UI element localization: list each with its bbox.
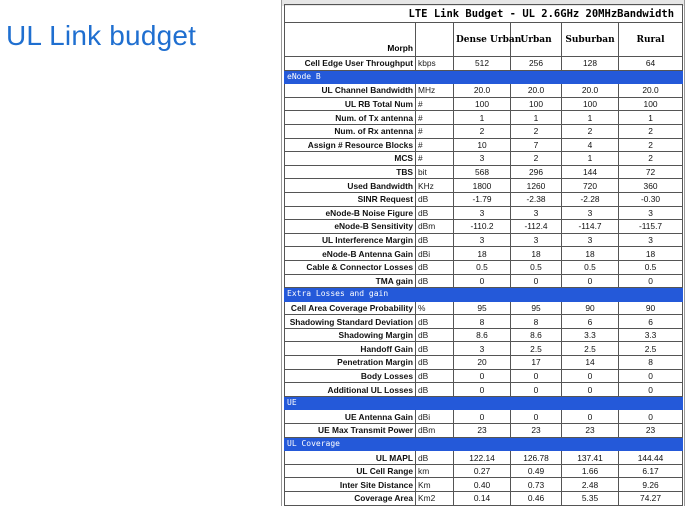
row-value: 0	[454, 383, 511, 397]
row-unit: #	[416, 138, 454, 152]
row-value: 0	[562, 383, 619, 397]
table-row	[285, 124, 683, 138]
row-value: 2.5	[619, 342, 683, 356]
row-value: 0.5	[454, 260, 511, 274]
table-row	[285, 478, 683, 492]
row-value: 0	[619, 369, 683, 383]
row-label: Cable & Connector Losses	[285, 260, 416, 274]
row-label: UL Cell Range	[285, 464, 416, 478]
row-value: -115.7	[619, 220, 683, 234]
row-unit: dB	[416, 233, 454, 247]
row-value: 100	[562, 97, 619, 111]
row-value: 0	[454, 369, 511, 383]
section-fill	[511, 70, 562, 84]
row-value: 0.49	[511, 464, 562, 478]
header-unit-blank	[416, 23, 454, 57]
row-label: eNode-B Antenna Gain	[285, 247, 416, 261]
table-row	[285, 138, 683, 152]
row-unit: km	[416, 464, 454, 478]
row-value: 18	[511, 247, 562, 261]
row-unit: %	[416, 301, 454, 315]
section-fill	[454, 288, 511, 302]
section-fill	[416, 396, 454, 410]
row-value: 5.35	[562, 492, 619, 506]
row-value: 0.5	[619, 260, 683, 274]
section-fill	[562, 437, 619, 451]
row-unit: #	[416, 124, 454, 138]
section-fill	[562, 288, 619, 302]
row-unit: KHz	[416, 179, 454, 193]
slide-title: UL Link budget	[6, 20, 197, 51]
table-row	[285, 356, 683, 370]
row-value: 2.5	[511, 342, 562, 356]
row-value: 360	[619, 179, 683, 193]
row-value: 2	[619, 152, 683, 166]
row-value: 0.27	[454, 464, 511, 478]
row-label: UL MAPL	[285, 451, 416, 465]
row-label: MCS	[285, 152, 416, 166]
row-label: Used Bandwidth	[285, 179, 416, 193]
row-label: TBS	[285, 165, 416, 179]
section-fill	[416, 70, 454, 84]
row-unit: dB	[416, 328, 454, 342]
row-value: 3	[454, 152, 511, 166]
table-row	[285, 84, 683, 98]
section-fill	[619, 288, 683, 302]
row-label: Assign # Resource Blocks	[285, 138, 416, 152]
section-fill	[511, 396, 562, 410]
row-label: Inter Site Distance	[285, 478, 416, 492]
table-row	[285, 192, 683, 206]
row-value: 0	[619, 274, 683, 288]
row-value: 144	[562, 165, 619, 179]
row-value: 0.40	[454, 478, 511, 492]
row-value: 1	[619, 111, 683, 125]
row-label: UL Interference Margin	[285, 233, 416, 247]
row-value: 1260	[511, 179, 562, 193]
row-value: 0.5	[511, 260, 562, 274]
link-budget-panel	[281, 0, 685, 506]
table-row	[285, 57, 683, 71]
row-value: -112.4	[511, 220, 562, 234]
row-value: 0.46	[511, 492, 562, 506]
row-value: 2	[511, 124, 562, 138]
row-unit: dB	[416, 451, 454, 465]
row-value: 0	[511, 369, 562, 383]
row-value: 8.6	[511, 328, 562, 342]
row-value: 9.26	[619, 478, 683, 492]
row-value: 0.5	[562, 260, 619, 274]
row-value: 14	[562, 356, 619, 370]
row-label: Penetration Margin	[285, 356, 416, 370]
row-label: Num. of Rx antenna	[285, 124, 416, 138]
row-value: 296	[511, 165, 562, 179]
row-unit: dBm	[416, 220, 454, 234]
row-unit: dBi	[416, 410, 454, 424]
row-unit: bit	[416, 165, 454, 179]
row-value: 0	[619, 410, 683, 424]
row-value: 0	[511, 410, 562, 424]
section-label: eNode B	[285, 70, 416, 84]
row-label: eNode-B Sensitivity	[285, 220, 416, 234]
row-label: UL RB Total Num	[285, 97, 416, 111]
row-value: 0	[511, 383, 562, 397]
row-value: 512	[454, 57, 511, 71]
row-unit: dB	[416, 356, 454, 370]
row-value: 100	[511, 97, 562, 111]
row-value: 6	[619, 315, 683, 329]
section-fill	[619, 396, 683, 410]
row-value: -2.28	[562, 192, 619, 206]
row-unit: dB	[416, 315, 454, 329]
section-row	[285, 288, 683, 302]
row-value: -110.2	[454, 220, 511, 234]
row-label: eNode-B Noise Figure	[285, 206, 416, 220]
section-fill	[454, 70, 511, 84]
row-value: 95	[511, 301, 562, 315]
table-row	[285, 451, 683, 465]
table-title: LTE Link Budget - UL 2.6GHz 20MHzBandwidth	[285, 5, 683, 23]
row-value: -1.79	[454, 192, 511, 206]
row-value: 3	[454, 233, 511, 247]
row-value: 3	[511, 233, 562, 247]
row-value: -2.38	[511, 192, 562, 206]
section-label: UL Coverage	[285, 437, 416, 451]
row-value: 8	[454, 315, 511, 329]
row-label: SINR Request	[285, 192, 416, 206]
row-value: 95	[454, 301, 511, 315]
header-col-urban: Urban	[511, 23, 562, 57]
row-value: -114.7	[562, 220, 619, 234]
row-value: 137.41	[562, 451, 619, 465]
section-label: Extra Losses and gain	[285, 288, 416, 302]
section-fill	[511, 288, 562, 302]
row-value: 23	[619, 424, 683, 438]
row-value: 2	[619, 124, 683, 138]
row-value: 144.44	[619, 451, 683, 465]
header-morph: Morph	[285, 23, 416, 57]
row-value: 0	[562, 369, 619, 383]
table-row	[285, 492, 683, 506]
row-value: 2.48	[562, 478, 619, 492]
table-row	[285, 383, 683, 397]
row-label: Num. of Tx antenna	[285, 111, 416, 125]
row-value: 122.14	[454, 451, 511, 465]
row-unit: Km2	[416, 492, 454, 506]
table-row	[285, 111, 683, 125]
row-value: 90	[619, 301, 683, 315]
row-unit: dBi	[416, 247, 454, 261]
section-fill	[562, 70, 619, 84]
row-value: 1	[454, 111, 511, 125]
row-unit: #	[416, 111, 454, 125]
section-row	[285, 437, 683, 451]
table-row	[285, 464, 683, 478]
row-label: Coverage Area	[285, 492, 416, 506]
row-value: 2	[619, 138, 683, 152]
row-unit: Km	[416, 478, 454, 492]
section-fill	[511, 437, 562, 451]
row-value: 90	[562, 301, 619, 315]
row-value: 3	[619, 206, 683, 220]
row-value: 100	[619, 97, 683, 111]
row-label: Cell Edge User Throughput	[285, 57, 416, 71]
row-label: UL Channel Bandwidth	[285, 84, 416, 98]
row-value: 3.3	[619, 328, 683, 342]
row-label: Handoff Gain	[285, 342, 416, 356]
table-row	[285, 152, 683, 166]
row-value: 1	[562, 111, 619, 125]
table-row	[285, 315, 683, 329]
row-unit: #	[416, 97, 454, 111]
row-value: 2	[454, 124, 511, 138]
row-label: Additional UL Losses	[285, 383, 416, 397]
row-value: 128	[562, 57, 619, 71]
row-label: TMA gain	[285, 274, 416, 288]
table-title-row	[285, 5, 683, 23]
table-row	[285, 274, 683, 288]
row-value: 20	[454, 356, 511, 370]
row-value: 6	[562, 315, 619, 329]
row-value: 20.0	[511, 84, 562, 98]
row-value: 20.0	[454, 84, 511, 98]
row-value: 7	[511, 138, 562, 152]
row-unit: dBm	[416, 424, 454, 438]
section-fill	[562, 396, 619, 410]
table-row	[285, 97, 683, 111]
section-fill	[416, 437, 454, 451]
table-row	[285, 424, 683, 438]
row-value: 20.0	[619, 84, 683, 98]
row-value: 8	[511, 315, 562, 329]
row-value: 0.14	[454, 492, 511, 506]
row-value: 3	[562, 233, 619, 247]
row-value: 1800	[454, 179, 511, 193]
row-value: 0.73	[511, 478, 562, 492]
row-value: 8	[619, 356, 683, 370]
header-row	[285, 23, 683, 57]
header-col-dense-urban: Dense Urban	[454, 23, 511, 57]
section-label: UE	[285, 396, 416, 410]
table-row	[285, 165, 683, 179]
row-value: 0	[454, 410, 511, 424]
section-fill	[416, 288, 454, 302]
row-unit: dB	[416, 369, 454, 383]
row-label: Shadowing Margin	[285, 328, 416, 342]
header-col-suburban: Suburban	[562, 23, 619, 57]
table-row	[285, 342, 683, 356]
table-body	[285, 5, 683, 506]
header-col-rural: Rural	[619, 23, 683, 57]
table-row	[285, 301, 683, 315]
row-label: Cell Area Coverage Probability	[285, 301, 416, 315]
row-label: UE Antenna Gain	[285, 410, 416, 424]
row-value: 2	[511, 152, 562, 166]
section-row	[285, 396, 683, 410]
table-row	[285, 247, 683, 261]
row-value: 720	[562, 179, 619, 193]
row-unit: dB	[416, 260, 454, 274]
row-value: 0	[562, 410, 619, 424]
table-row	[285, 410, 683, 424]
row-unit: kbps	[416, 57, 454, 71]
row-label: Shadowing Standard Deviation	[285, 315, 416, 329]
row-value: -0.30	[619, 192, 683, 206]
section-row	[285, 70, 683, 84]
row-value: 1.66	[562, 464, 619, 478]
row-value: 0	[454, 274, 511, 288]
section-fill	[454, 396, 511, 410]
row-unit: dB	[416, 383, 454, 397]
row-value: 72	[619, 165, 683, 179]
row-label: Body Losses	[285, 369, 416, 383]
table-row	[285, 369, 683, 383]
row-value: 23	[454, 424, 511, 438]
section-fill	[619, 70, 683, 84]
row-value: 0	[562, 274, 619, 288]
row-value: 18	[454, 247, 511, 261]
row-value: 1	[562, 152, 619, 166]
row-value: 100	[454, 97, 511, 111]
row-value: 74.27	[619, 492, 683, 506]
row-value: 3	[619, 233, 683, 247]
row-value: 8.6	[454, 328, 511, 342]
row-value: 568	[454, 165, 511, 179]
table-row	[285, 328, 683, 342]
row-value: 2.5	[562, 342, 619, 356]
row-value: 256	[511, 57, 562, 71]
row-value: 0	[619, 383, 683, 397]
row-value: 1	[511, 111, 562, 125]
row-value: 3	[454, 342, 511, 356]
row-value: 3	[454, 206, 511, 220]
row-unit: #	[416, 152, 454, 166]
row-unit: dB	[416, 192, 454, 206]
row-unit: dB	[416, 274, 454, 288]
row-unit: dB	[416, 342, 454, 356]
row-value: 18	[562, 247, 619, 261]
row-unit: dB	[416, 206, 454, 220]
row-value: 3	[562, 206, 619, 220]
row-value: 18	[619, 247, 683, 261]
row-value: 4	[562, 138, 619, 152]
row-value: 23	[511, 424, 562, 438]
row-value: 2	[562, 124, 619, 138]
table-row	[285, 233, 683, 247]
table-row	[285, 260, 683, 274]
section-fill	[619, 437, 683, 451]
row-value: 126.78	[511, 451, 562, 465]
section-fill	[454, 437, 511, 451]
row-value: 17	[511, 356, 562, 370]
table-row	[285, 220, 683, 234]
row-unit: MHz	[416, 84, 454, 98]
row-label: UE Max Transmit Power	[285, 424, 416, 438]
link-budget-table	[284, 4, 683, 506]
row-value: 6.17	[619, 464, 683, 478]
row-value: 10	[454, 138, 511, 152]
row-value: 0	[511, 274, 562, 288]
row-value: 20.0	[562, 84, 619, 98]
row-value: 64	[619, 57, 683, 71]
row-value: 3	[511, 206, 562, 220]
row-value: 3.3	[562, 328, 619, 342]
table-row	[285, 179, 683, 193]
table-row	[285, 206, 683, 220]
row-value: 23	[562, 424, 619, 438]
